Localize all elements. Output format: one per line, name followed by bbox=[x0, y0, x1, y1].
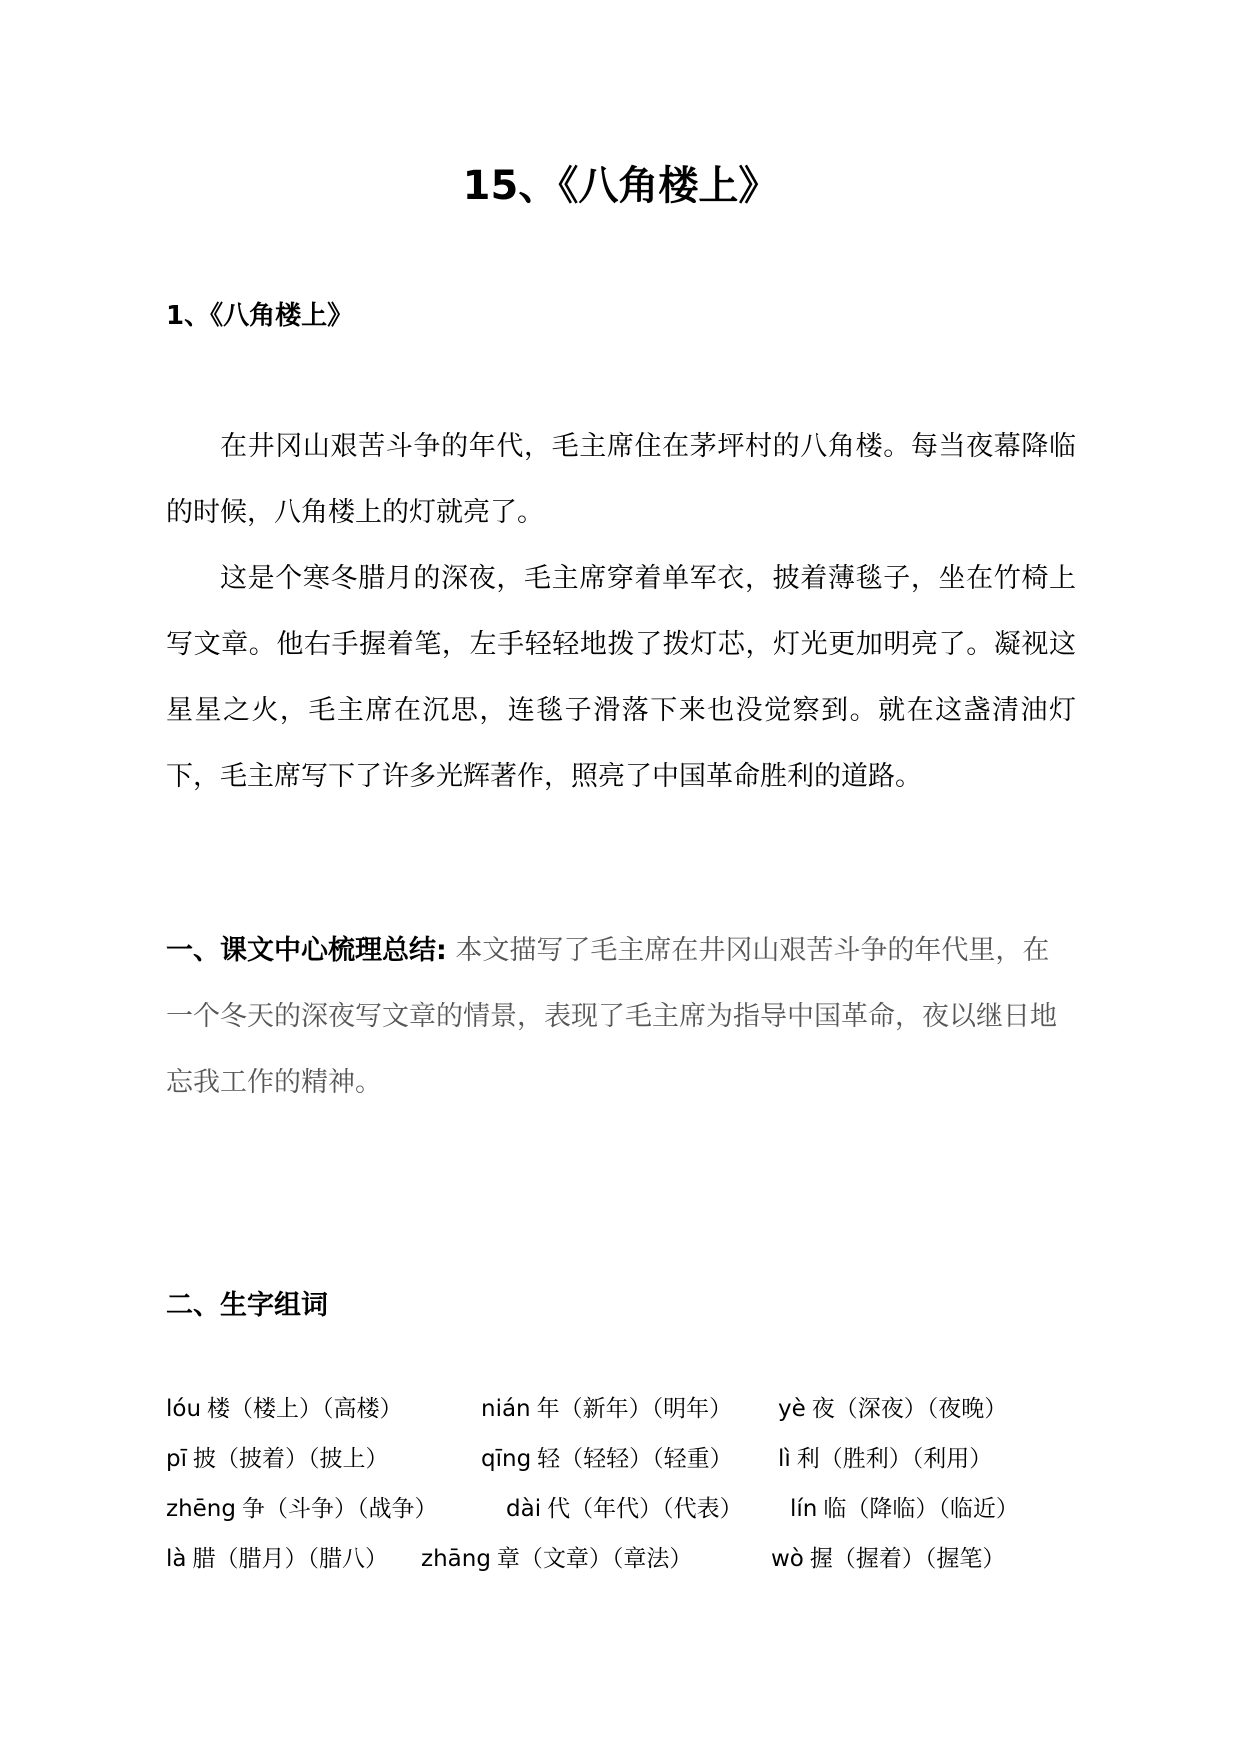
vocab-item bbox=[778, 1390, 1007, 1423]
pinyin: dài bbox=[506, 1496, 542, 1522]
vocab-words: 临（降临）（临近） bbox=[823, 1496, 1019, 1522]
summary-section bbox=[166, 918, 1076, 1116]
pinyin: wò bbox=[771, 1546, 804, 1572]
pinyin: là bbox=[166, 1546, 187, 1572]
vocab-item bbox=[166, 1390, 403, 1423]
vocab-words: 年（新年）（明年） bbox=[536, 1396, 733, 1422]
vocab-words: 争（斗争）（战争） bbox=[241, 1496, 438, 1522]
vocab-heading: 二、生字组词 bbox=[166, 1290, 328, 1321]
vocab-words: 握（握着）（握笔） bbox=[809, 1546, 1006, 1572]
summary-text: 本文描写了毛主席在井冈山艰苦斗争的年代里，在一个冬天的深夜写文章的情景，表现了毛主席为指导中国革命，夜以继日地忘我工作的精神。 bbox=[166, 935, 1057, 1098]
vocab-row bbox=[166, 1440, 1076, 1490]
vocab-item bbox=[481, 1390, 732, 1423]
pinyin: yè bbox=[778, 1396, 806, 1422]
vocab-item bbox=[166, 1440, 389, 1473]
pinyin: lóu bbox=[166, 1396, 202, 1422]
pinyin: zhēng bbox=[166, 1496, 236, 1522]
vocab-item bbox=[166, 1490, 437, 1523]
vocab-item bbox=[778, 1440, 992, 1473]
pinyin: qīng bbox=[481, 1446, 532, 1472]
vocab-row bbox=[166, 1540, 1076, 1590]
vocab-item bbox=[481, 1440, 733, 1473]
vocab-item bbox=[790, 1490, 1019, 1523]
pinyin: zhāng bbox=[421, 1546, 491, 1572]
summary-label: 一、课文中心梳理总结: bbox=[166, 935, 447, 966]
pinyin: nián bbox=[481, 1396, 531, 1422]
vocab-words: 楼（楼上）（高楼） bbox=[207, 1396, 403, 1422]
vocab-words: 代（年代）（代表） bbox=[547, 1496, 743, 1522]
story-text bbox=[166, 414, 1076, 810]
lesson-subtitle: 1、《八角楼上》 bbox=[166, 301, 354, 331]
pinyin: lì bbox=[778, 1446, 791, 1472]
story-paragraph-2: 这是个寒冬腊月的深夜，毛主席穿着单军衣，披着薄毯子，坐在竹椅上写文章。他右手握着笔，左手轻轻地拨了拨灯芯，灯光更加明亮了。凝视这星星之火，毛主席在沉思，连毯子滑落下来也没觉察到。就在这盏清油灯下，毛主席写下了许多光辉著作，照亮了中国革命胜利的道路。 bbox=[166, 563, 1076, 792]
pinyin: lín bbox=[790, 1496, 818, 1522]
pinyin: pī bbox=[166, 1446, 187, 1472]
vocab-item bbox=[166, 1540, 388, 1573]
vocab-words: 夜（深夜）（夜晚） bbox=[811, 1396, 1008, 1422]
vocab-words: 章（文章）（章法） bbox=[496, 1546, 693, 1572]
page-title: 15、《八角楼上》 bbox=[462, 163, 779, 209]
vocab-words: 披（披着）（披上） bbox=[193, 1446, 389, 1472]
vocab-words: 腊（腊月）（腊八） bbox=[192, 1546, 388, 1572]
vocab-words: 利（胜利）（利用） bbox=[796, 1446, 993, 1472]
vocab-row bbox=[166, 1390, 1076, 1440]
vocab-item bbox=[506, 1490, 743, 1523]
vocab-item bbox=[421, 1540, 692, 1573]
vocab-words: 轻（轻轻）（轻重） bbox=[537, 1446, 733, 1472]
story-paragraph-1: 在井冈山艰苦斗争的年代，毛主席住在茅坪村的八角楼。每当夜幕降临的时候，八角楼上的灯就亮了。 bbox=[166, 431, 1076, 528]
vocab-item bbox=[771, 1540, 1005, 1573]
vocab-list bbox=[166, 1390, 1076, 1590]
vocab-row bbox=[166, 1490, 1076, 1540]
